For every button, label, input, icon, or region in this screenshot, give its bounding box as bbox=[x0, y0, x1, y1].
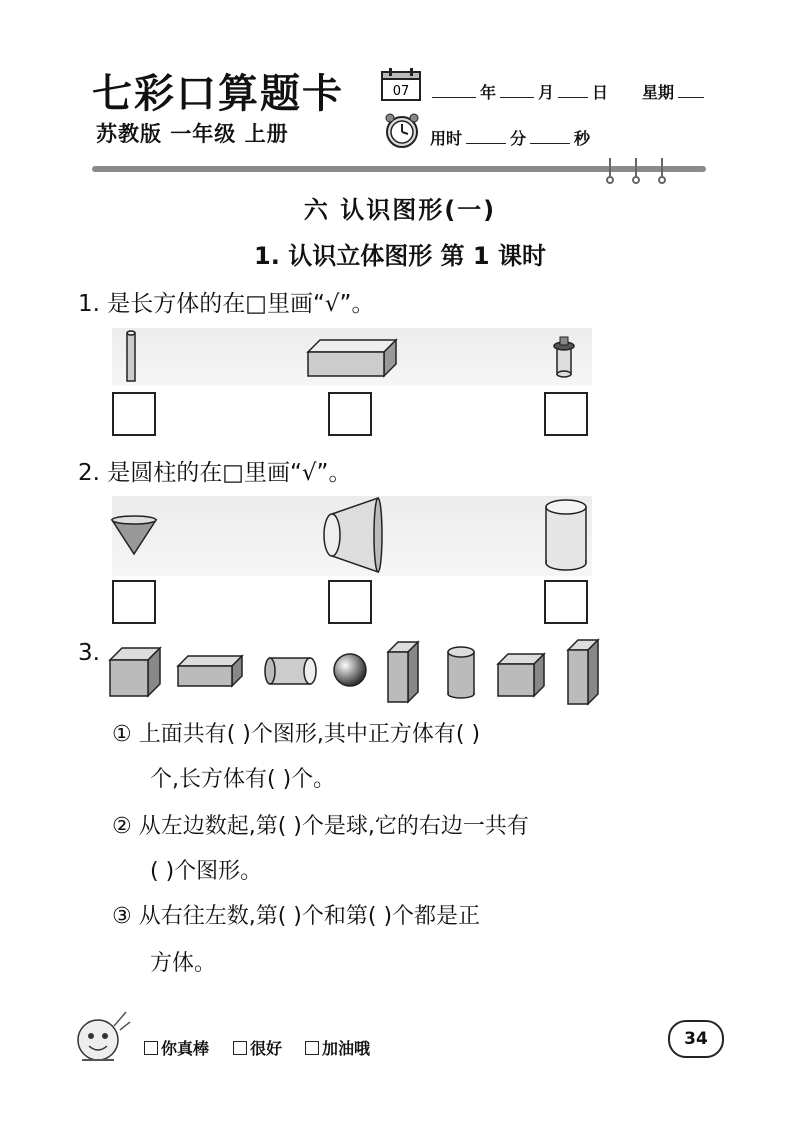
truncated-cone-shape bbox=[320, 496, 384, 578]
question-1-text: 1. 是长方体的在□里画“√”。 bbox=[78, 291, 375, 317]
rating-label-good: 很好 bbox=[250, 1039, 283, 1058]
q3-part1-line1: ① 上面共有( )个图形,其中正方体有( ) bbox=[112, 722, 481, 747]
cylinder-with-cap-shape bbox=[551, 334, 577, 382]
question-3-number: 3. bbox=[78, 640, 100, 666]
time-line bbox=[430, 126, 590, 149]
q3-part2-line2: ( )个图形。 bbox=[150, 859, 263, 884]
unit-title: 六 认识图形(一) bbox=[303, 196, 497, 224]
question-3-shapes bbox=[108, 636, 608, 710]
rating-option-good[interactable] bbox=[233, 1036, 282, 1059]
mascot-icon bbox=[70, 1008, 132, 1074]
date-line bbox=[428, 80, 708, 103]
q3-part1-line2: 个,长方体有( )个。 bbox=[150, 767, 336, 792]
shape-3-cylinder-lying bbox=[265, 658, 316, 684]
thin-cylinder-shape bbox=[124, 330, 138, 388]
calendar-number: 07 bbox=[392, 84, 410, 99]
q3-part3-line1: ③ 从右往左数,第( )个和第( )个都是正 bbox=[112, 904, 481, 929]
seconds-label: 秒 bbox=[574, 129, 591, 148]
time-prefix: 用时 bbox=[430, 129, 463, 148]
shape-4-sphere bbox=[334, 654, 366, 686]
binding-rings bbox=[602, 156, 672, 190]
q3-part3-line2: 方体。 bbox=[150, 951, 217, 976]
checkbox-icon bbox=[144, 1041, 158, 1055]
calendar-icon bbox=[380, 66, 422, 106]
weekday-label: 星期 bbox=[642, 83, 675, 102]
shape-7-cube bbox=[498, 654, 544, 696]
rating-option-great[interactable] bbox=[144, 1036, 209, 1059]
brand-logo: 七彩口算题卡 bbox=[92, 70, 344, 117]
answer-box-2c[interactable] bbox=[544, 580, 588, 624]
checkbox-icon bbox=[305, 1041, 319, 1055]
day-label: 日 bbox=[592, 83, 609, 102]
cone-shape bbox=[110, 514, 158, 560]
rating-label-keep-going: 加油哦 bbox=[322, 1039, 371, 1058]
shape-6-cylinder bbox=[448, 647, 474, 698]
shape-5-tall-cuboid bbox=[388, 642, 418, 702]
lesson-title: 1. 认识立体图形 第 1 课时 bbox=[254, 242, 546, 270]
rating-option-keep-going[interactable] bbox=[305, 1036, 370, 1059]
edition-label: 苏教版 一年级 上册 bbox=[96, 122, 289, 146]
answer-box-1c[interactable] bbox=[544, 392, 588, 436]
cylinder-shape bbox=[543, 498, 589, 576]
shape-2-cuboid bbox=[178, 656, 242, 686]
clock-icon bbox=[382, 112, 422, 154]
answer-box-2a[interactable] bbox=[112, 580, 156, 624]
minutes-label: 分 bbox=[510, 129, 527, 148]
rating-label-great: 你真棒 bbox=[161, 1039, 210, 1058]
q3-part2-line1: ② 从左边数起,第( )个是球,它的右边一共有 bbox=[112, 814, 529, 839]
cuboid-shape bbox=[306, 338, 398, 382]
checkbox-icon bbox=[233, 1041, 247, 1055]
page-number: 34 bbox=[668, 1020, 724, 1058]
month-label: 月 bbox=[538, 83, 555, 102]
answer-box-2b[interactable] bbox=[328, 580, 372, 624]
shape-1-cube bbox=[110, 648, 160, 696]
answer-box-1b[interactable] bbox=[328, 392, 372, 436]
year-label: 年 bbox=[480, 83, 497, 102]
answer-box-1a[interactable] bbox=[112, 392, 156, 436]
shape-8-tall-cuboid bbox=[568, 640, 598, 704]
question-2-text: 2. 是圆柱的在□里画“√”。 bbox=[78, 460, 352, 486]
